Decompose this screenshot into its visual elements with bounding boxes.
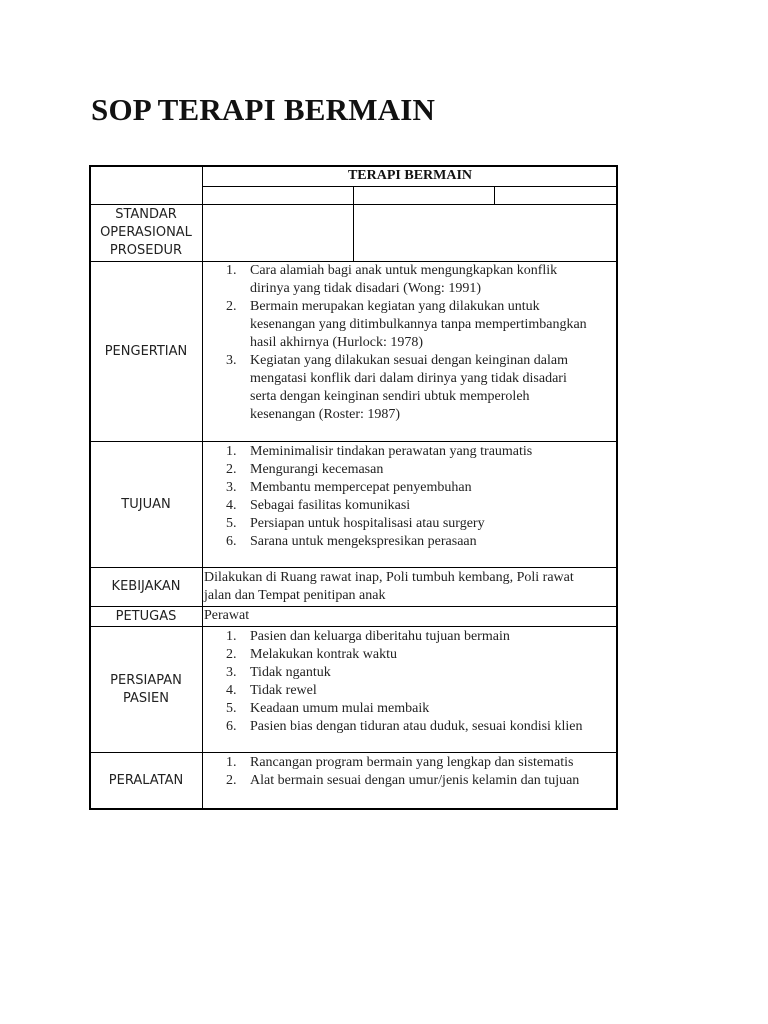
sop-label: STANDAR OPERASIONAL PROSEDUR	[100, 207, 192, 258]
list-item: 1. Cara alamiah bagi anak untuk mengungkapkan konflik dirinya yang tidak disadari (Wong: 1991)	[226, 263, 558, 296]
list-item: 6. Pasien bias dengan tiduran atau duduk, sesuai kondisi klien	[226, 719, 583, 734]
table-header-title: TERAPI BERMAIN	[347, 168, 473, 183]
list-item: 1. Meminimalisir tindakan perawatan yang traumatis	[226, 444, 533, 459]
list-item: 5. Keadaan umum mulai membaik	[226, 701, 430, 716]
list-item: 1. Pasien dan keluarga diberitahu tujuan bermain	[226, 629, 510, 644]
kebijakan-text: Dilakukan di Ruang rawat inap, Poli tumbuh kembang, Poli rawat jalan dan Tempat penitipan anak	[204, 570, 574, 603]
persiapan-label: PERSIAPAN PASIEN	[110, 672, 182, 706]
list-item: 2. Melakukan kontrak waktu	[226, 647, 397, 662]
list-item: 4. Tidak rewel	[226, 683, 317, 698]
cell-sub-3	[494, 186, 618, 205]
tujuan-label: TUJUAN	[121, 496, 171, 512]
list-item: 2. Mengurangi kecemasan	[226, 462, 384, 477]
tujuan-list	[204, 443, 616, 551]
list-item: 2. Bermain merupakan kegiatan yang dilakukan untuk kesenangan yang ditimbulkannya tanpa mempertimbangkan hasil akhirnya (Hurlock: 1978)	[226, 299, 587, 350]
list-item: 4. Sebagai fasilitas komunikasi	[226, 498, 411, 513]
list-item: 6. Sarana untuk mengekspresikan perasaan	[226, 534, 477, 549]
kebijakan-label: KEBIJAKAN	[111, 579, 181, 594]
list-item: 3. Membantu mempercepat penyembuhan	[226, 480, 472, 495]
persiapan-list	[204, 628, 616, 736]
cell-sop-a	[202, 204, 354, 262]
cell-sop-b	[353, 204, 618, 262]
cell-sub-2	[353, 186, 495, 205]
cell-empty-top-left	[89, 165, 203, 205]
pengertian-label: PENGERTIAN	[104, 343, 188, 359]
peralatan-label: PERALATAN	[108, 773, 184, 788]
list-item: 1. Rancangan program bermain yang lengkap dan sistematis	[226, 755, 574, 770]
pengertian-list	[204, 262, 616, 424]
list-item: 2. Alat bermain sesuai dengan umur/jenis kelamin dan tujuan	[226, 773, 580, 788]
page-title: SOP TERAPI BERMAIN	[91, 92, 436, 127]
peralatan-list	[204, 754, 616, 790]
list-item: 3. Tidak ngantuk	[226, 665, 331, 680]
cell-sub-1	[202, 186, 354, 205]
list-item: 3. Kegiatan yang dilakukan sesuai dengan keinginan dalam mengatasi konflik dari dalam dirinya yang tidak disadari serta dengan keinginan sendiri ubtuk memperoleh kesenangan (Roster: 1987)	[226, 353, 569, 422]
petugas-label: PETUGAS	[115, 608, 177, 624]
list-item: 5. Persiapan untuk hospitalisasi atau surgery	[226, 516, 485, 531]
petugas-value: Perawat	[204, 608, 250, 623]
